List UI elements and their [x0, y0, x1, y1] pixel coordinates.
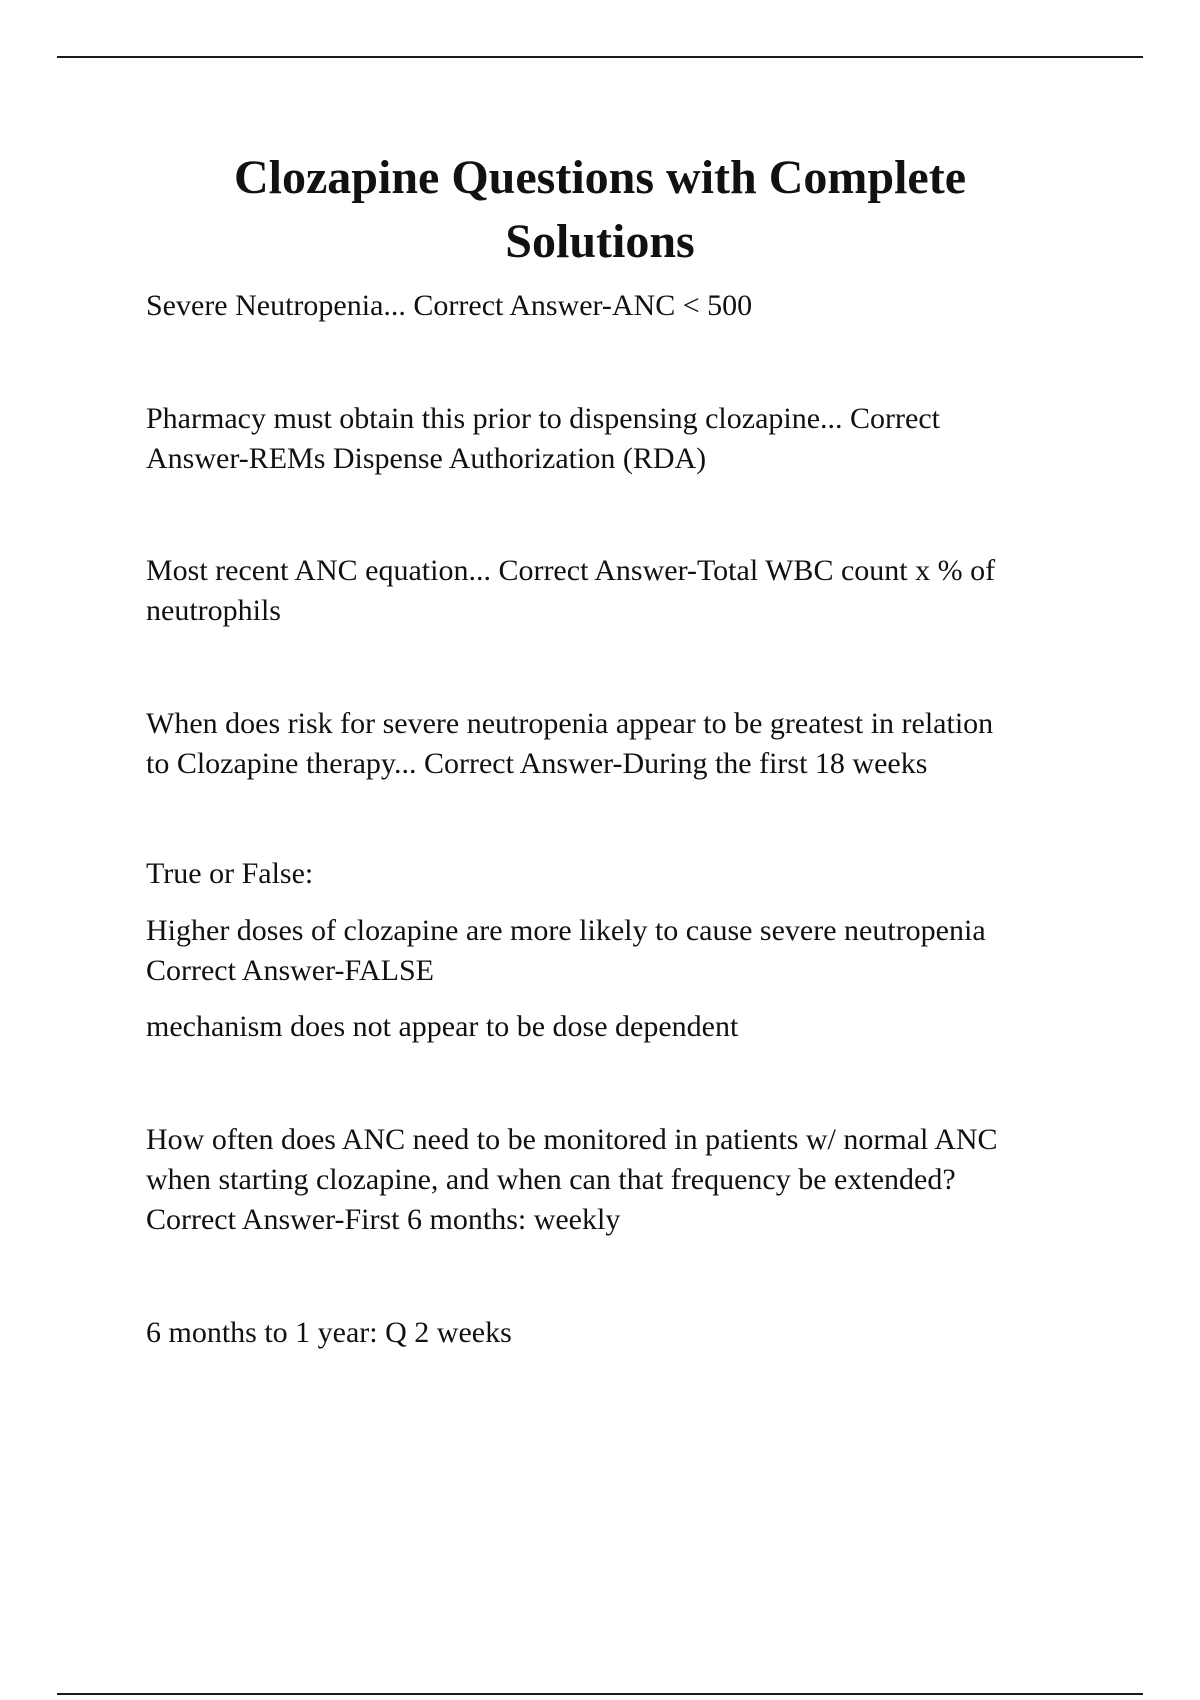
title-line-1: Clozapine Questions with Complete	[234, 151, 966, 204]
qa-risk-timing-line-1: When does risk for severe neutropenia appear to be greatest in relation	[146, 707, 994, 740]
qa-anc-equation-line-1: Most recent ANC equation... Correct Answer-Total WBC count x % of	[146, 554, 996, 587]
qa-anc-equation-line-2: neutrophils	[146, 594, 281, 627]
qa-dose-answer: Correct Answer-FALSE	[146, 954, 434, 987]
document-body	[146, 286, 1086, 1353]
qa-dose-explanation: mechanism does not appear to be dose dependent	[146, 1010, 739, 1043]
qa-risk-timing-line-2: to Clozapine therapy... Correct Answer-During the first 18 weeks	[146, 747, 928, 780]
qa-true-false-label: True or False:	[146, 857, 314, 890]
document-title	[100, 146, 1100, 274]
qa-monitoring-line-2: when starting clozapine, and when can that frequency be extended?	[146, 1163, 956, 1196]
qa-monitoring-line-3: Correct Answer-First 6 months: weekly	[146, 1203, 621, 1236]
title-line-2: Solutions	[505, 215, 695, 268]
qa-monitoring-line-4: 6 months to 1 year: Q 2 weeks	[146, 1316, 512, 1349]
top-rule	[57, 56, 1143, 58]
qa-monitoring-line-1: How often does ANC need to be monitored in patients w/ normal ANC	[146, 1123, 998, 1156]
bottom-rule	[57, 1693, 1143, 1695]
qa-pharmacy-line-1: Pharmacy must obtain this prior to dispensing clozapine... Correct	[146, 402, 941, 435]
qa-severe-neutropenia: Severe Neutropenia... Correct Answer-ANC < 500	[146, 289, 753, 322]
qa-pharmacy-line-2: Answer-REMs Dispense Authorization (RDA)	[146, 442, 707, 475]
qa-dose-question: Higher doses of clozapine are more likely to cause severe neutropenia	[146, 914, 986, 947]
